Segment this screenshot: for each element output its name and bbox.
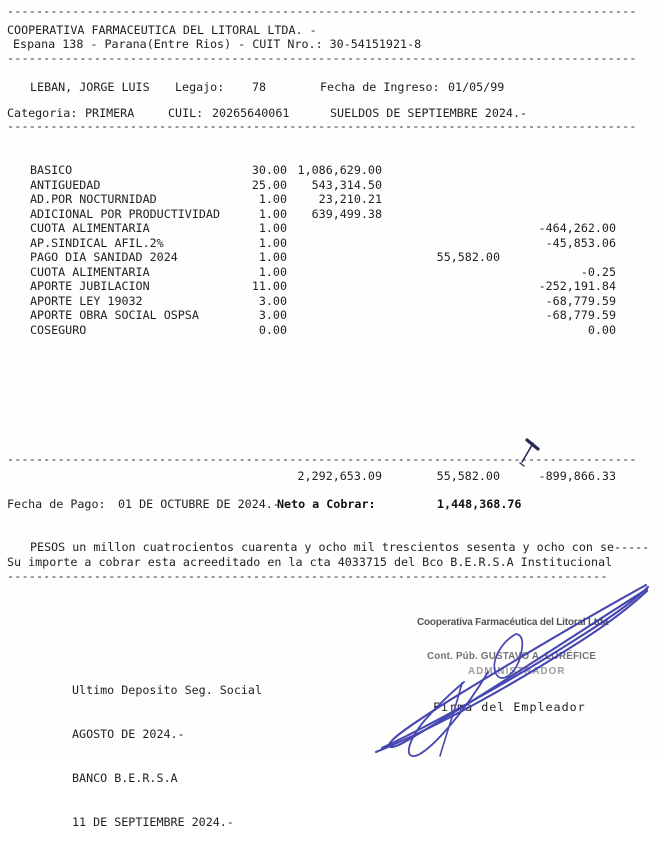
signature-scribble: [330, 580, 660, 756]
item-label: BASICO: [30, 163, 73, 177]
table-row: [0, 221, 660, 236]
item-deduction: -0.25: [580, 264, 616, 279]
item-nonremunerative: 55,582.00: [436, 250, 500, 264]
item-label: PAGO DIA SANIDAD 2024: [30, 250, 178, 264]
item-earning: 543,314.50: [311, 177, 382, 192]
item-label: COSEGURO: [30, 322, 87, 337]
table-row: [0, 207, 660, 222]
separator-line: -----------------------------------------------------------------------------------: [7, 569, 608, 583]
table-row: [0, 192, 660, 207]
item-earning: 23,210.21: [318, 192, 382, 206]
item-deduction: -68,779.59: [545, 308, 616, 322]
item-label: AD.POR NOCTURNIDAD: [30, 192, 157, 206]
item-deduction: -252,191.84: [538, 279, 616, 293]
item-label: CUOTA ALIMENTARIA: [30, 264, 150, 279]
table-row: [0, 294, 660, 309]
legajo-value: 78: [252, 80, 267, 94]
item-quantity: 0.00: [258, 322, 287, 337]
item-quantity: 1.00: [258, 192, 287, 206]
legajo-label: Legajo:: [175, 80, 225, 94]
item-label: APORTE LEY 19032: [30, 293, 143, 308]
payment-line: [0, 497, 660, 511]
company-address: Espana 138 - Parana(Entre Rios) - CUIT Nro.: 30-54151921-8: [13, 37, 422, 51]
item-quantity: 3.00: [258, 308, 287, 322]
pen-mark: [515, 436, 547, 466]
item-label: APORTE JUBILACION: [30, 279, 150, 293]
item-quantity: 1.00: [258, 264, 287, 279]
separator-line: ---------------------------------------------------------------------------------------: [7, 51, 637, 65]
table-row: [0, 236, 660, 251]
ingreso-label: Fecha de Ingreso:: [320, 80, 440, 94]
item-quantity: 25.00: [251, 177, 287, 192]
neto-value: 1,448,368.76: [437, 497, 522, 511]
fecha-pago-label: Fecha de Pago:: [7, 497, 106, 511]
stamp-company: Cooperativa Farmacéutica del Litoral Ltda: [417, 617, 609, 628]
table-row: [0, 163, 660, 178]
table-row: [0, 265, 660, 280]
item-quantity: 1.00: [258, 235, 287, 250]
item-quantity: 3.00: [258, 293, 287, 308]
signature-caption: Firma del Empleador: [433, 700, 586, 714]
company-name: COOPERATIVA FARMACEUTICA DEL LITORAL LTDA. -: [7, 23, 317, 37]
categoria-value: PRIMERA: [85, 106, 135, 120]
separator-line: ---------------------------------------------------------------------------------------: [7, 119, 637, 133]
cuil-value: 20265640061: [212, 106, 290, 120]
item-deduction: -68,779.59: [545, 293, 616, 308]
item-deduction: 0.00: [587, 322, 616, 337]
item-deduction: -464,262.00: [538, 221, 616, 235]
deposit-line: Ultimo Deposito Seg. Social: [72, 683, 262, 698]
fecha-pago-value: 01 DE OCTUBRE DE 2024.-: [118, 497, 280, 511]
table-row: [0, 250, 660, 265]
item-quantity: 1.00: [258, 250, 287, 264]
item-label: ANTIGUEDAD: [30, 177, 101, 192]
amount-in-words: PESOS un millon cuatrocientos cuarenta y ocho mil trescientos sesenta y ocho con se-----: [30, 540, 650, 554]
total-deductions: -899,866.33: [538, 469, 616, 483]
deposit-line: BANCO B.E.R.S.A: [72, 770, 178, 785]
separator-line: ---------------------------------------------------------------------------------------: [7, 4, 637, 18]
earnings-table: [0, 163, 660, 337]
item-earning: 639,499.38: [311, 206, 382, 221]
item-quantity: 30.00: [251, 163, 287, 177]
item-label: ADICIONAL POR PRODUCTIVIDAD: [30, 206, 220, 221]
total-nonremunerative: 55,582.00: [436, 469, 500, 483]
employee-name: LEBAN, JORGE LUIS: [30, 80, 150, 94]
stamp-accountant-name: Cont. Púb. GUSTAVO A. LORÉFICE: [427, 651, 597, 662]
cuil-label: CUIL:: [168, 106, 204, 120]
deposit-note: Su importe a cobrar esta acreeditado en la cta 4033715 del Bco B.E.R.S.A Institucional: [7, 555, 613, 569]
item-deduction: -45,853.06: [545, 235, 616, 250]
employee-line: [0, 80, 660, 94]
total-earnings: 2,292,653.09: [297, 469, 382, 483]
period-label: SUELDOS DE SEPTIEMBRE 2024.-: [330, 106, 528, 120]
neto-label: Neto a Cobrar:: [277, 497, 376, 511]
item-quantity: 1.00: [258, 206, 287, 221]
item-label: CUOTA ALIMENTARIA: [30, 221, 150, 235]
item-quantity: 11.00: [251, 279, 287, 293]
item-label: APORTE OBRA SOCIAL OSPSA: [30, 308, 199, 322]
last-deposit-block: [72, 654, 262, 858]
item-earning: 1,086,629.00: [297, 163, 382, 177]
table-row: [0, 178, 660, 193]
item-quantity: 1.00: [258, 221, 287, 235]
ingreso-value: 01/05/99: [448, 80, 505, 94]
item-label: AP.SINDICAL AFIL.2%: [30, 235, 164, 250]
stamp-title: ADMINISTRADOR: [468, 666, 566, 677]
separator-line: ---------------------------------------------------------------------------------------: [7, 452, 637, 466]
deposit-line: AGOSTO DE 2024.-: [72, 726, 185, 741]
table-row: [0, 323, 660, 338]
deposit-line: 11 DE SEPTIEMBRE 2024.-: [72, 814, 234, 829]
table-row: [0, 308, 660, 323]
table-row: [0, 279, 660, 294]
category-line: [0, 106, 660, 120]
categoria-label: Categoria:: [7, 106, 78, 120]
